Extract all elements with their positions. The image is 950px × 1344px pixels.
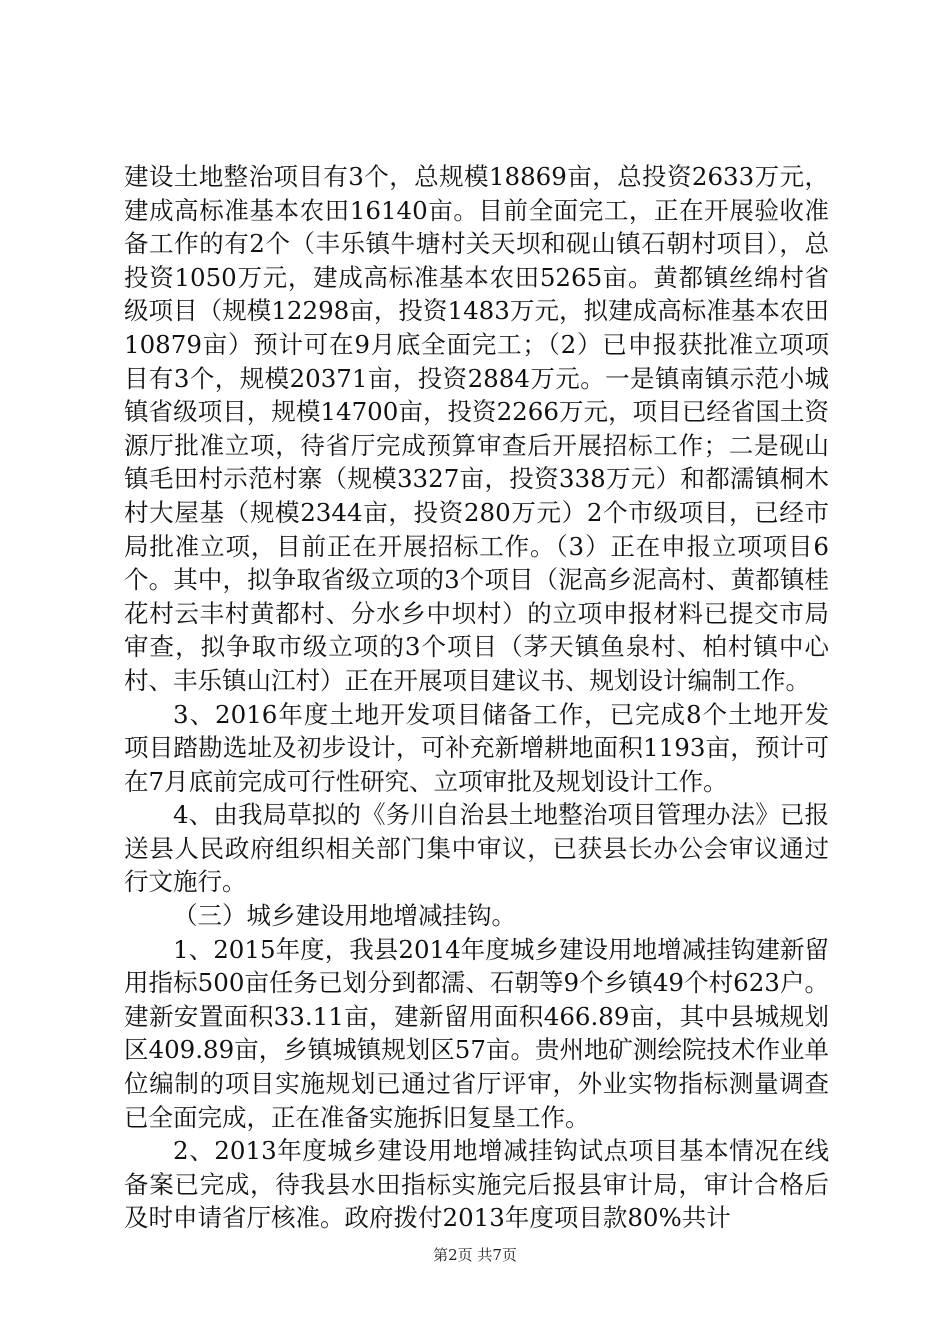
page-number: 第2页 共7页 (433, 1246, 517, 1264)
page-footer (0, 1244, 950, 1265)
paragraph-land-consolidation: 建设土地整治项目有3个，总规模18869亩，总投资2633万元，建成高标准基本农田16140亩。目前全面完工，正在开展验收准备工作的有2个（丰乐镇牛塘村关天坝和砚山镇石朝村项目），总投资1050万元，建成高标准基本农田5265亩。黄都镇丝绵村省级项目（规模12298亩，投资1483万元，拟建成高标准基本农田10879亩）预计可在9月底全面完工；（2）已申报获批准立项项目有3个，规模20371亩，投资2884万元。一是镇南镇示范小城镇省级项目，规模14700亩，投资2266万元，项目已经省国土资源厅批准立项，待省厅完成预算审查后开展招标工作；二是砚山镇毛田村示范村寨（规模3327亩，投资338万元）和都濡镇桐木村大屋基（规模2344亩，投资280万元）2个市级项目，已经市局批准立项，目前正在开展招标工作。（3）正在申报立项项目6个。其中，拟争取省级立项的3个项目（泥高乡泥高村、黄都镇桂花村云丰村黄都村、分水乡中坝村）的立项申报材料已提交市局审查，拟争取市级立项的3个项目（茅天镇鱼泉村、柏村镇中心村、丰乐镇山江村）正在开展项目建议书、规划设计编制工作。 (124, 162, 829, 695)
paragraph-management-measures: 4、由我局草拟的《务川自治县土地整治项目管理办法》已报送县人民政府组织相关部门集中审议，已获县长办公会审议通过行文施行。 (124, 800, 829, 897)
section-heading-urban-rural-linkage: （三）城乡建设用地增减挂钩。 (173, 901, 516, 931)
document-body (124, 160, 829, 1235)
paragraph-2016-reserve: 3、2016年度土地开发项目储备工作，已完成8个土地开发项目踏勘选址及初步设计，可补充新增耕地面积1193亩，预计可在7月底前完成可行性研究、立项审批及规划设计工作。 (124, 699, 829, 796)
paragraph-2015-linkage: 1、2015年度，我县2014年度城乡建设用地增减挂钩建新留用指标500亩任务已划分到都濡、石朝等9个乡镇49个村623户。建新安置面积33.11亩，建新留用面积466.89亩，其中县城规划区409.89亩，乡镇城镇规划区57亩。贵州地矿测绘院技术作业单位编制的项目实施规划已通过省厅评审，外业实物指标测量调查已全面完成，正在准备实施拆旧复垦工作。 (124, 934, 829, 1132)
paragraph-2013-pilot: 2、2013年度城乡建设用地增减挂钩试点项目基本情况在线备案已完成，待我县水田指标实施完后报县审计局，审计合格后及时申请省厅核准。政府拨付2013年度项目款80%共计 (124, 1136, 829, 1233)
